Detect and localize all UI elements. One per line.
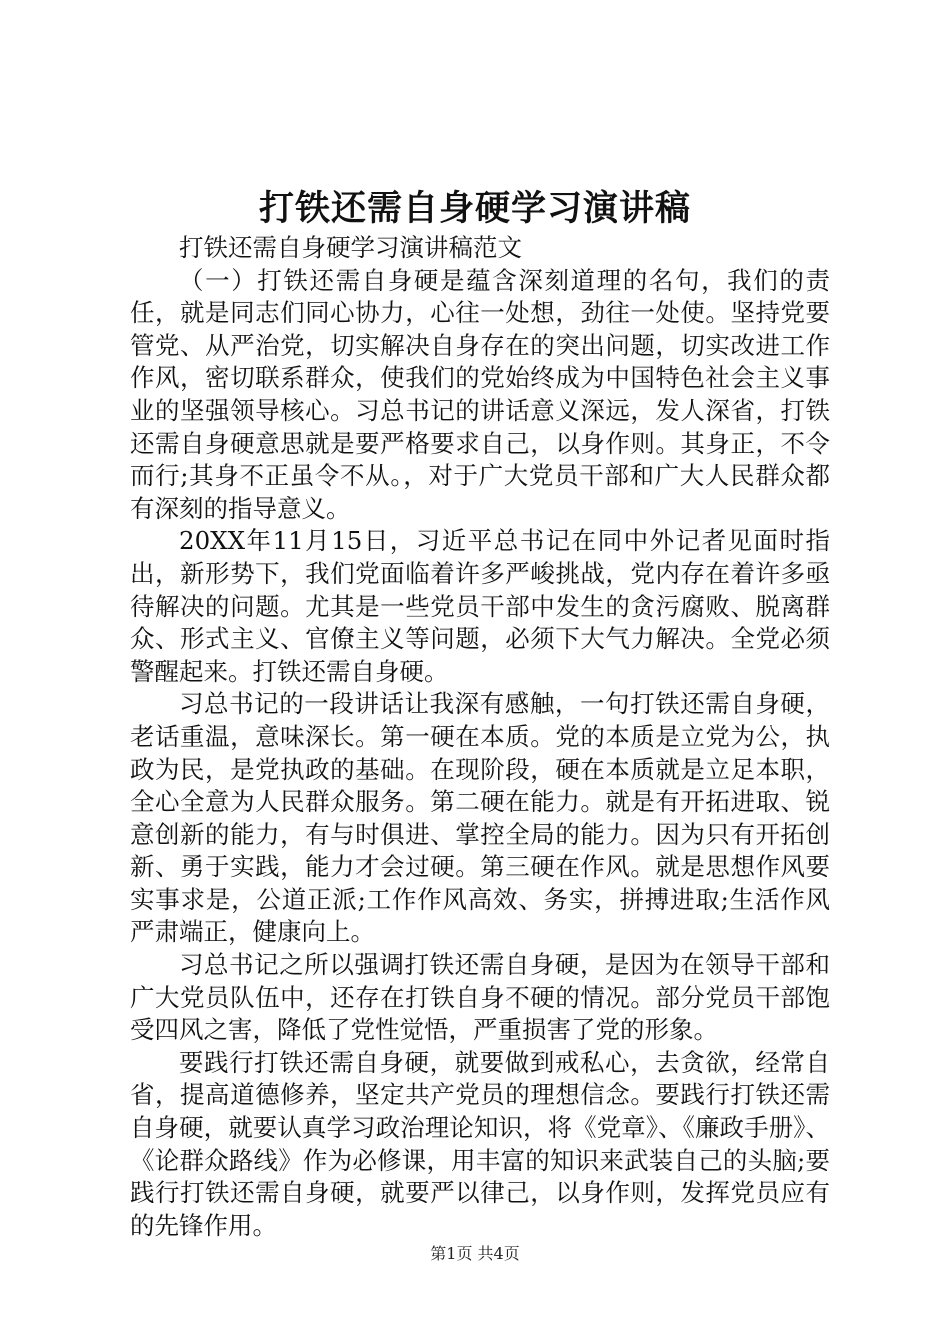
document-title: 打铁还需自身硬学习演讲稿 (258, 188, 691, 229)
paragraph: 习总书记之所以强调打铁还需自身硬，是因为在领导干部和广大党员队伍中，还存在打铁自身不硬的情况。部分党员干部饱受四风之害，降低了党性觉悟，严重损害了党的形象。 (130, 950, 830, 1045)
paragraph: （一）打铁还需自身硬是蕴含深刻道理的名句，我们的责任，就是同志们同心协力，心往一处想，劲往一处使。坚持党要管党、从严治党，切实解决自身存在的突出问题，切实改进工作作风，密切联系群众，使我们的党始终成为中国特色社会主义事业的坚强领导核心。习总书记的讲话意义深远，发人深省，打铁还需自身硬意思就是要严格要求自己，以身作则。其身正，不令而行;其身不正虽令不从。，对于广大党员干部和广大人民群众都有深刻的指导意义。 (130, 265, 830, 523)
paragraph: 习总书记的一段讲话让我深有感触，一句打铁还需自身硬，老话重温，意味深长。第一硬在本质。党的本质是立党为公，执政为民，是党执政的基础。在现阶段，硬在本质就是立足本职，全心全意为人民群众服务。第二硬在能力。就是有开拓进取、锐意创新的能力，有与时俱进、掌控全局的能力。因为只有开拓创新、勇于实践，能力才会过硬。第三硬在作风。就是思想作风要实事求是，公道正派;工作作风高效、务实，拼搏进取;生活作风严肃端正，健康向上。 (130, 689, 830, 947)
document-subtitle: 打铁还需自身硬学习演讲稿范文 (179, 233, 522, 262)
document-body (130, 232, 830, 1242)
paragraph: 要践行打铁还需自身硬，就要做到戒私心，去贪欲，经常自省，提高道德修养，坚定共产党员的理想信念。要践行打铁还需自身硬，就要认真学习政治理论知识，将《党章》、《廉政手册》、《论群众路线》作为必修课，用丰富的知识来武装自己的头脑;要践行打铁还需自身硬，就要严以律己，以身作则，发挥党员应有的先锋作用。 (130, 1047, 830, 1240)
paragraph: 20XX年11月15日，习近平总书记在同中外记者见面时指出，新形势下，我们党面临着许多严峻挑战，党内存在着许多亟待解决的问题。尤其是一些党员干部中发生的贪污腐败、脱离群众、形式主义、官僚主义等问题，必须下大气力解决。全党必须警醒起来。打铁还需自身硬。 (130, 526, 830, 686)
page-footer: 第1页 共4页 (430, 1244, 520, 1263)
